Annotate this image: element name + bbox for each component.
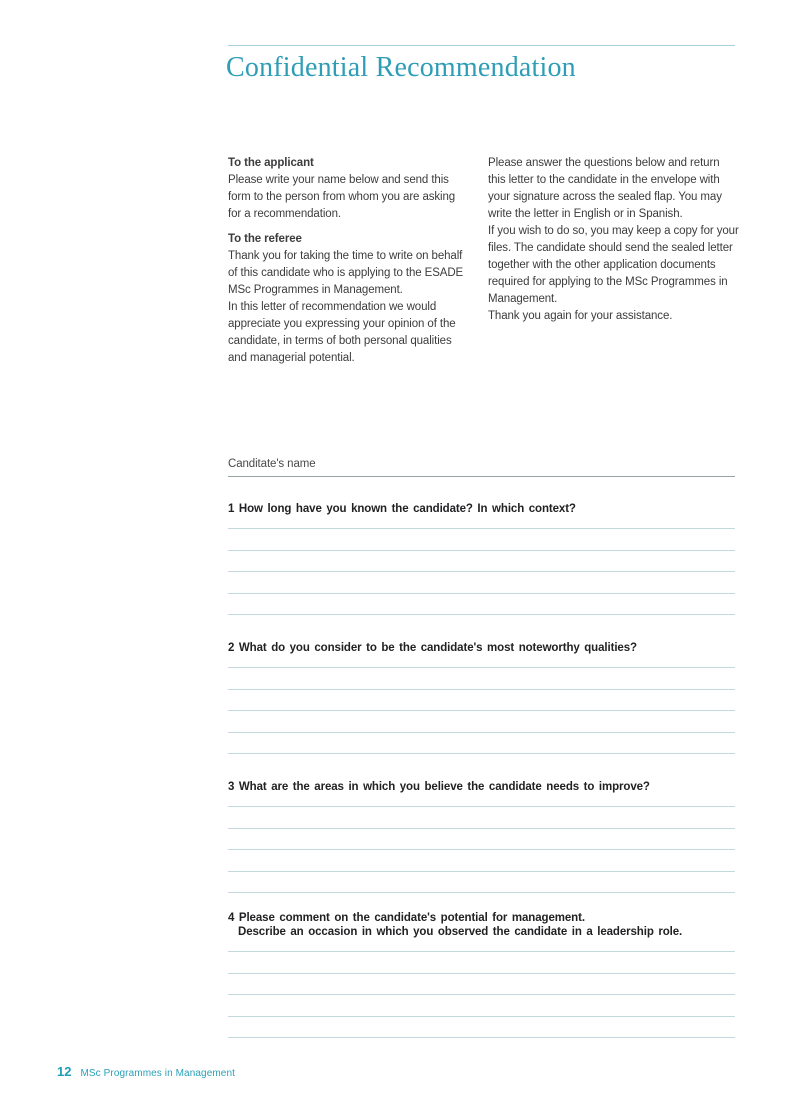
answer-line[interactable] xyxy=(228,572,735,594)
question-block-1 xyxy=(228,502,735,615)
answer-line[interactable] xyxy=(228,655,735,668)
footer-page-number: 12 xyxy=(57,1064,72,1079)
answer-line[interactable] xyxy=(228,516,735,529)
answer-line[interactable] xyxy=(228,872,735,894)
header-rule xyxy=(228,45,735,46)
applicant-body: Please write your name below and send this form to the person from whom you are asking for a recommendation. xyxy=(228,174,456,220)
answer-line[interactable] xyxy=(228,594,735,616)
answer-line[interactable] xyxy=(228,529,735,551)
question-block-3 xyxy=(228,780,735,893)
question-4-label-line2: Describe an occasion in which you observed the candidate in a leadership role. xyxy=(238,926,683,938)
question-block-4 xyxy=(228,911,735,1038)
intro-right-column xyxy=(488,155,740,325)
question-3-answer-area xyxy=(228,794,735,893)
question-2-answer-area xyxy=(228,655,735,754)
question-4-answer-area xyxy=(228,939,735,1038)
referee-heading: To the referee xyxy=(228,233,302,245)
referee-instructions-2: If you wish to do so, you may keep a copy for your files. The candidate should send the sealed letter together with the other application documents required for applying to the MSc Programmes in Management. xyxy=(488,225,739,305)
answer-line[interactable] xyxy=(228,807,735,829)
candidate-name-label: Canditate's name xyxy=(228,458,316,470)
answer-line[interactable] xyxy=(228,829,735,851)
answer-line[interactable] xyxy=(228,711,735,733)
question-4-label: 4 Please comment on the candidate's potential for management. xyxy=(228,912,585,924)
answer-line[interactable] xyxy=(228,850,735,872)
answer-line[interactable] xyxy=(228,995,735,1017)
referee-body-1: Thank you for taking the time to write on behalf of this candidate who is applying to the ESADE MSc Programmes in Management. xyxy=(228,250,464,296)
question-block-2 xyxy=(228,641,735,754)
answer-line[interactable] xyxy=(228,1017,735,1039)
answer-line[interactable] xyxy=(228,690,735,712)
answer-line[interactable] xyxy=(228,733,735,755)
answer-line[interactable] xyxy=(228,551,735,573)
answer-line[interactable] xyxy=(228,974,735,996)
referee-body-2: In this letter of recommendation we would appreciate you expressing your opinion of the candidate, in terms of both personal qualities and managerial potential. xyxy=(228,301,456,364)
question-3-label: 3 What are the areas in which you believe the candidate needs to improve? xyxy=(228,781,650,793)
question-1-answer-area xyxy=(228,516,735,615)
page-title: Confidential Recommendation xyxy=(226,52,576,83)
referee-instructions-1: Please answer the questions below and return this letter to the candidate in the envelope with your signature across the sealed flap. You may write the letter in English or in Spanish. xyxy=(488,157,722,220)
answer-line[interactable] xyxy=(228,668,735,690)
candidate-name-input-line[interactable] xyxy=(228,476,735,477)
referee-instructions-3: Thank you again for your assistance. xyxy=(488,310,673,322)
answer-line[interactable] xyxy=(228,794,735,807)
applicant-heading: To the applicant xyxy=(228,157,314,169)
candidate-name-field xyxy=(228,458,735,477)
footer-programme-text: MSc Programmes in Management xyxy=(80,1068,235,1079)
answer-line[interactable] xyxy=(228,939,735,952)
page-footer xyxy=(57,1064,235,1079)
question-2-label: 2 What do you consider to be the candidate's most noteworthy qualities? xyxy=(228,642,637,654)
intro-left-column xyxy=(228,155,468,367)
answer-line[interactable] xyxy=(228,952,735,974)
question-1-label: 1 How long have you known the candidate? In which context? xyxy=(228,503,576,515)
